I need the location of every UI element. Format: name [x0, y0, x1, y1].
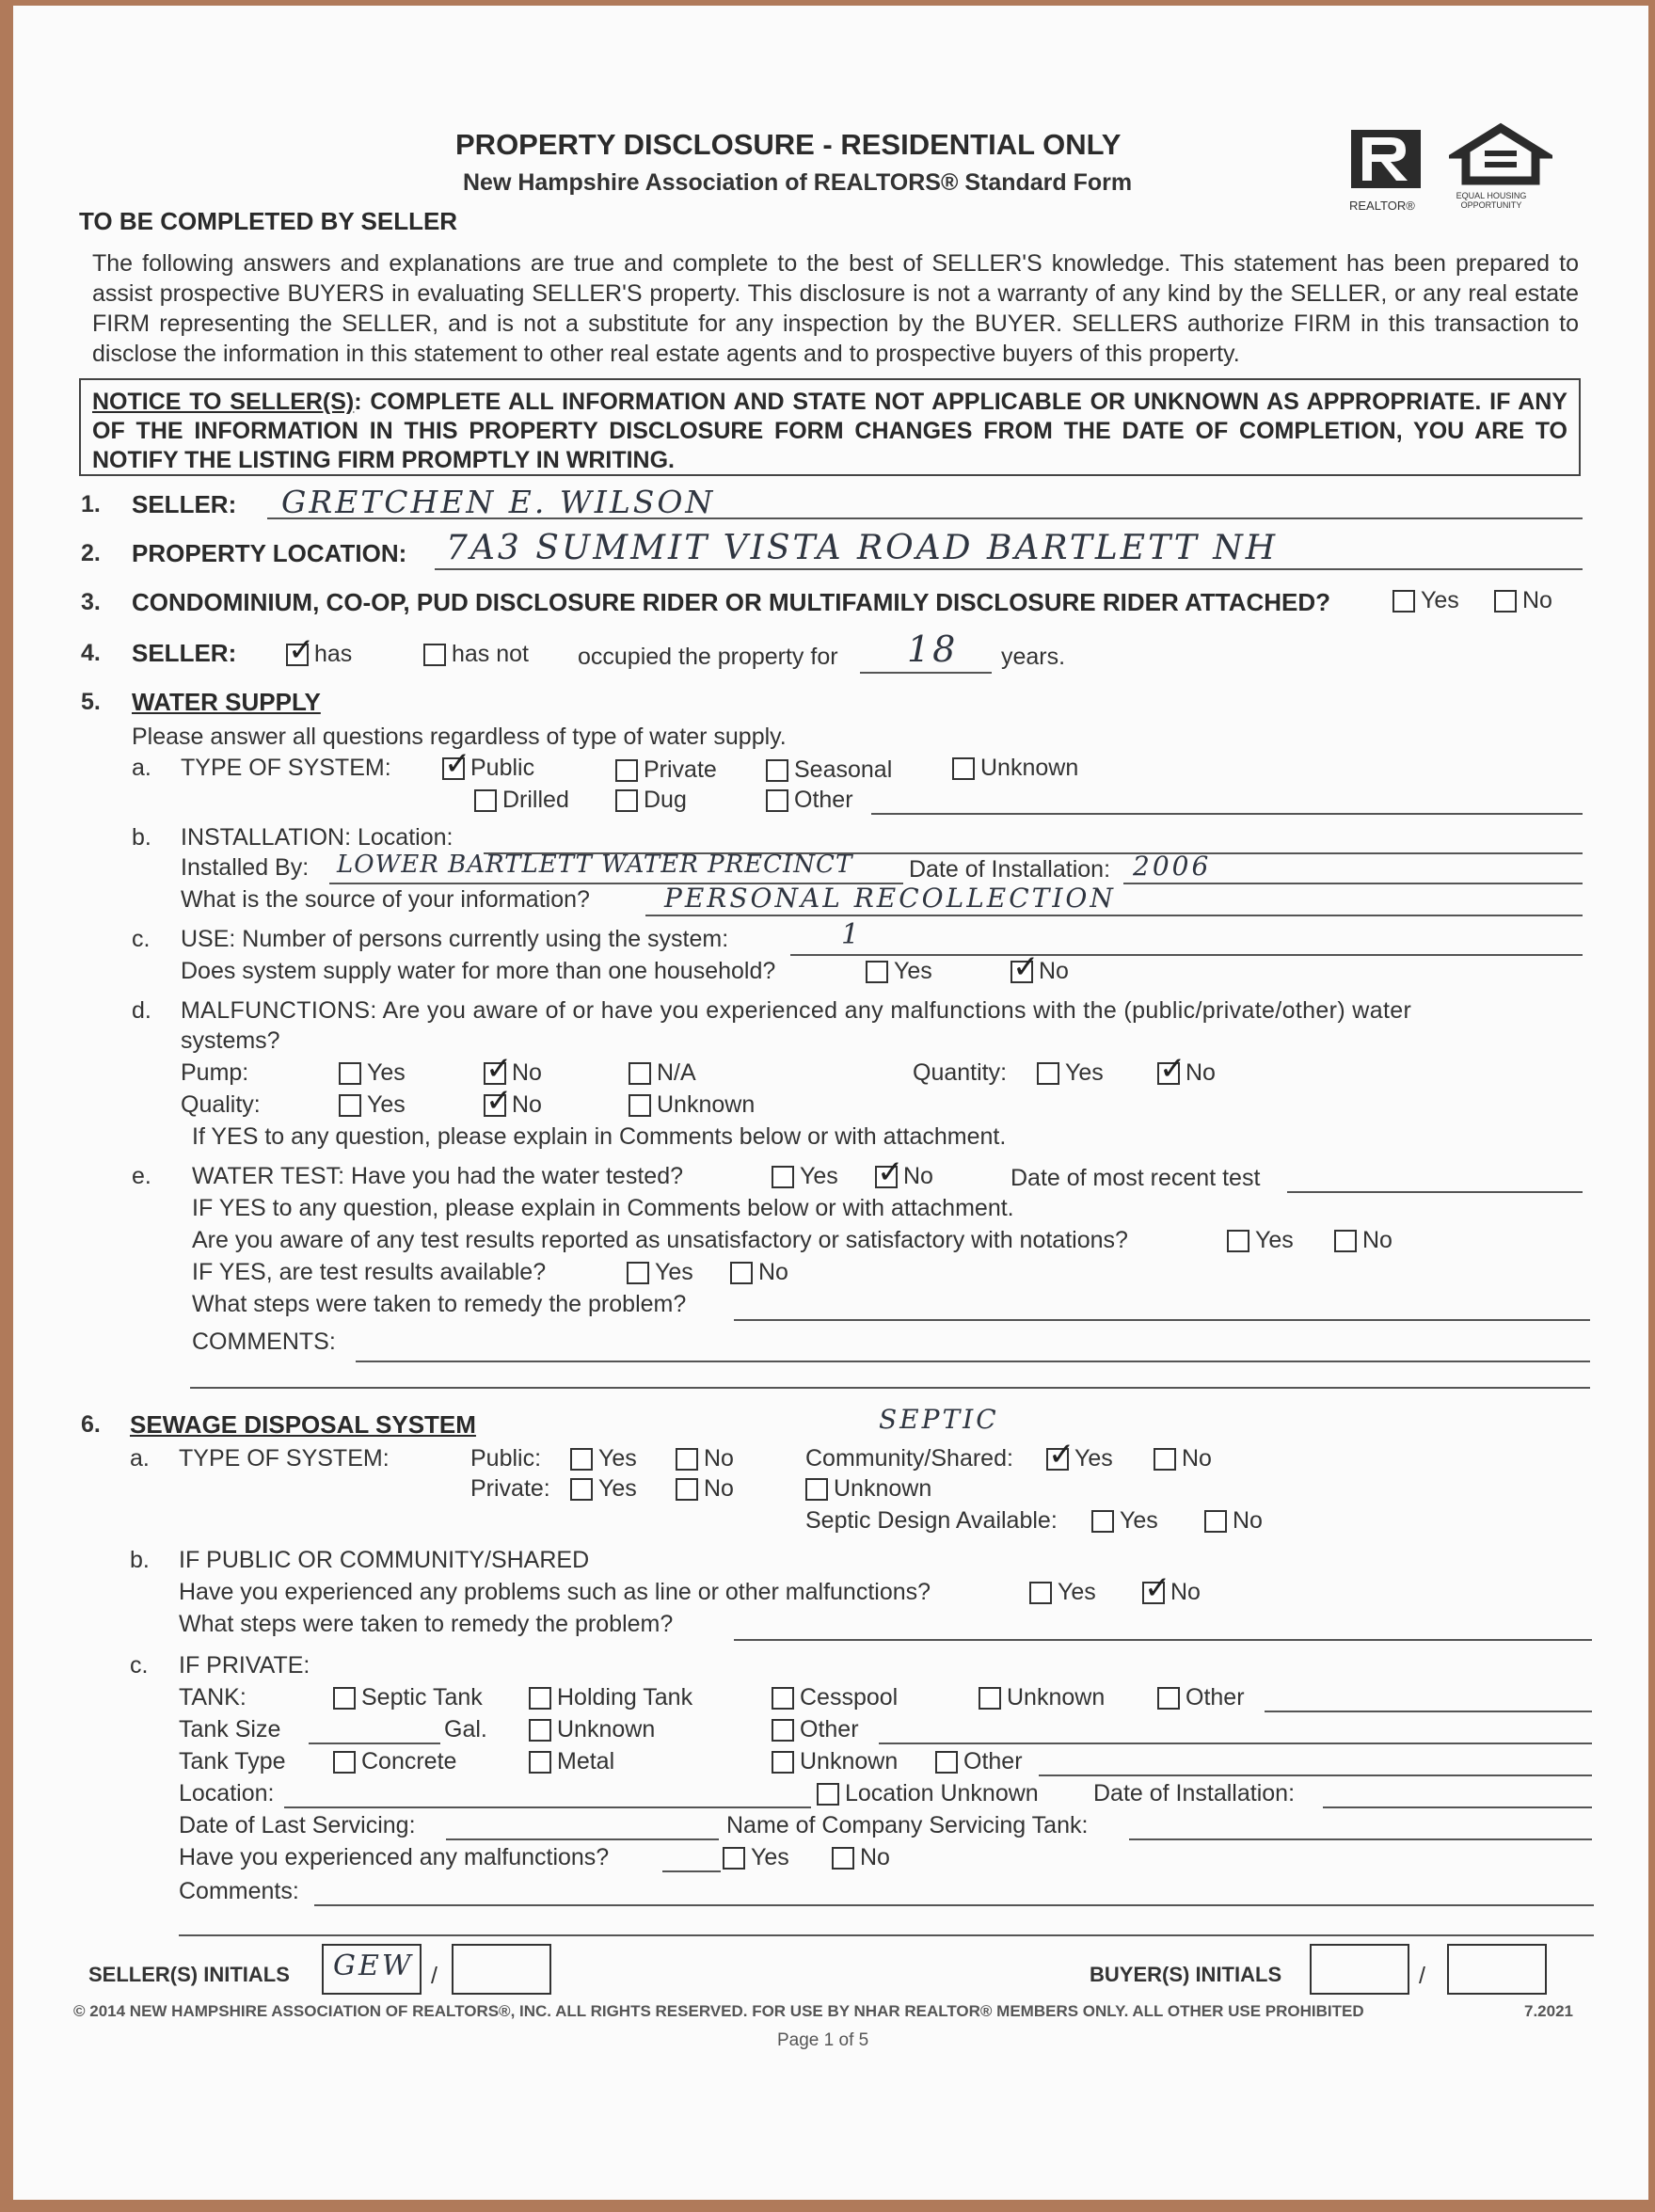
q6b-label: IF PUBLIC OR COMMUNITY/SHARED	[179, 1547, 590, 1573]
tank-malfunctions-yes[interactable]	[723, 1844, 789, 1871]
cesspool[interactable]	[772, 1684, 898, 1711]
household-yes-checkbox[interactable]	[866, 961, 888, 983]
equal-housing-logo	[1449, 122, 1562, 210]
sewage-public-yes[interactable]	[570, 1445, 637, 1472]
copyright: © 2014 NEW HAMPSHIRE ASSOCIATION OF REALTORS®, INC. ALL RIGHTS RESERVED. FOR USE BY NHAR REALTOR® MEMBERS ONLY. ALL OTHER USE PROHIBITED	[73, 2002, 1364, 2020]
water-comments-line-2	[190, 1387, 1590, 1389]
seller-initials-slash: /	[431, 1963, 438, 1989]
persons-value[interactable]: 1	[841, 918, 863, 951]
water-private-checkbox[interactable]	[615, 759, 638, 782]
q5a-letter: a.	[132, 755, 151, 781]
q4-has-label: has	[314, 641, 353, 667]
seller-name-value[interactable]: GRETCHEN E. WILSON	[281, 484, 716, 520]
sewer-remedy-question: What steps were taken to remedy the problem?	[179, 1611, 674, 1637]
sewage-public-no-label: No	[704, 1445, 734, 1472]
tank-type-label: Tank Type	[179, 1748, 286, 1774]
location-line	[284, 1806, 811, 1808]
q5-instruction: Please answer all questions regardless of type of water supply.	[132, 724, 787, 750]
form-subtitle: New Hampshire Association of REALTORS® Standard Form	[463, 169, 1133, 196]
pump-na[interactable]	[629, 1059, 696, 1087]
location-unknown[interactable]	[817, 1780, 1039, 1807]
quality-unknown-label: Unknown	[657, 1091, 756, 1118]
tank-size-label: Tank Size	[179, 1716, 281, 1743]
tank-malfunctions-no-checkbox[interactable]	[832, 1847, 854, 1870]
septic-design-no[interactable]	[1204, 1507, 1263, 1535]
septic-design-no-checkbox[interactable]	[1204, 1510, 1227, 1533]
q3-yes-checkbox[interactable]	[1392, 590, 1415, 613]
sewage-public-no[interactable]	[676, 1445, 734, 1472]
installed-by-label: Installed By:	[181, 854, 310, 881]
unsatisfactory-question: Are you aware of any test results reported as unsatisfactory or satisfactory with notations?	[192, 1227, 1128, 1253]
pump-na-checkbox[interactable]	[629, 1062, 651, 1085]
quantity-no-label: No	[1186, 1059, 1216, 1086]
results-no[interactable]	[730, 1259, 788, 1286]
sewer-problems-question: Have you experienced any problems such as line or other malfunctions?	[179, 1579, 931, 1605]
unsatisfactory-no-label: No	[1362, 1227, 1392, 1253]
water-public[interactable]	[442, 755, 534, 782]
water-public-checkbox[interactable]	[442, 757, 465, 780]
tank-unknown[interactable]	[979, 1684, 1105, 1711]
tank-concrete[interactable]	[333, 1748, 456, 1775]
quality-yes-label: Yes	[367, 1091, 406, 1118]
q4-number: 4.	[81, 640, 101, 666]
q4-years-line	[860, 672, 992, 674]
sewer-remedy-line	[734, 1639, 1592, 1641]
q4-has-not-label: has not	[452, 641, 530, 667]
sewage-comments-line	[314, 1904, 1594, 1906]
water-dug-checkbox[interactable]	[615, 789, 638, 812]
buyer-initials-box-1[interactable]	[1310, 1944, 1409, 1995]
watertest-yes[interactable]	[772, 1163, 838, 1190]
tank-type-other-line	[1039, 1774, 1592, 1776]
quality-yes-checkbox[interactable]	[339, 1094, 361, 1117]
q5e-letter: e.	[132, 1163, 151, 1189]
q6c-label: IF PRIVATE:	[179, 1652, 310, 1679]
water-public-label: Public	[470, 755, 535, 781]
holding-tank-checkbox[interactable]	[529, 1687, 551, 1710]
source-line	[645, 915, 1583, 916]
tank-type-unknown-checkbox[interactable]	[772, 1751, 794, 1774]
quality-unknown[interactable]	[629, 1091, 755, 1119]
sewer-problems-no[interactable]	[1142, 1579, 1201, 1606]
results-available-question: IF YES, are test results available?	[192, 1259, 547, 1285]
sewage-unknown-label: Unknown	[834, 1475, 932, 1502]
q4-has[interactable]	[286, 641, 352, 668]
location-unknown-label: Location Unknown	[845, 1780, 1039, 1806]
sewage-private-no-checkbox[interactable]	[676, 1478, 698, 1501]
tank-malfunctions-question: Have you experienced any malfunctions?	[179, 1844, 610, 1870]
q6b-letter: b.	[130, 1547, 150, 1573]
document-page	[13, 6, 1648, 2200]
watertest-no[interactable]	[875, 1163, 933, 1190]
community-no-checkbox[interactable]	[1154, 1448, 1176, 1471]
results-no-checkbox[interactable]	[730, 1262, 753, 1284]
page-number: Page 1 of 5	[777, 2030, 869, 2050]
buyer-initials-box-2[interactable]	[1447, 1944, 1547, 1995]
water-remedy-question: What steps were taken to remedy the problem?	[192, 1291, 687, 1317]
tank-unknown-checkbox[interactable]	[979, 1687, 1001, 1710]
installation-date-value[interactable]: 2006	[1133, 851, 1212, 882]
tank-malfunctions-yes-label: Yes	[751, 1844, 789, 1870]
quantity-yes[interactable]	[1037, 1059, 1104, 1087]
q4-years-value[interactable]: 18	[907, 629, 959, 670]
tank-install-date-line	[1323, 1806, 1592, 1808]
q6-number: 6.	[81, 1411, 101, 1438]
tank-concrete-label: Concrete	[361, 1748, 457, 1774]
watertest-yes-checkbox[interactable]	[772, 1166, 794, 1188]
q5e-label: WATER TEST: Have you had the water tested?	[192, 1163, 683, 1189]
water-comments-line	[356, 1361, 1590, 1362]
property-location-value[interactable]: 7A3 SUMMIT VISTA ROAD BARTLETT NH	[446, 529, 1279, 567]
q1-label: SELLER:	[132, 490, 237, 518]
q5a-label: TYPE OF SYSTEM:	[181, 755, 391, 781]
q4-has-not[interactable]	[423, 641, 529, 668]
seller-initials-box-1[interactable]	[322, 1944, 422, 1995]
household-question: Does system supply water for more than one household?	[181, 958, 776, 984]
last-servicing-line	[446, 1838, 719, 1840]
tank-unknown-label: Unknown	[1007, 1684, 1106, 1711]
form-title: PROPERTY DISCLOSURE - RESIDENTIAL ONLY	[455, 128, 1122, 161]
quality-no[interactable]	[484, 1091, 542, 1119]
unsatisfactory-yes[interactable]	[1227, 1227, 1294, 1254]
tank-size-unknown-label: Unknown	[557, 1716, 656, 1743]
septic-design-label: Septic Design Available:	[805, 1507, 1058, 1534]
water-comments-label: COMMENTS:	[192, 1329, 336, 1355]
quantity-no[interactable]	[1157, 1059, 1216, 1087]
intro-paragraph: The following answers and explanations are true and complete to the best of SELLER'S knowledge. This statement has been prepared to assist prospective BUYERS in evaluating SELLER'S property. This disclosure is not a warranty of any kind by the SELLER, or any real estate FIRM representing the SELLER, and is not a substitute for any inspection by the BUYER. SELLERS authorize FIRM in this transaction to disclose the information in this statement to other real estate agents and to prospective buyers of this property.	[92, 250, 1579, 367]
q6-title: SEWAGE DISPOSAL SYSTEM	[130, 1410, 476, 1439]
seller-initials-box-2[interactable]	[452, 1944, 551, 1995]
septic-design-yes[interactable]	[1091, 1507, 1158, 1535]
water-unknown-checkbox[interactable]	[952, 757, 975, 780]
watertest-no-label: No	[903, 1163, 933, 1189]
cesspool-label: Cesspool	[800, 1684, 899, 1711]
location-unknown-checkbox[interactable]	[817, 1783, 839, 1806]
q3-yes-label: Yes	[1421, 587, 1459, 613]
q2-label: PROPERTY LOCATION:	[132, 539, 407, 567]
septic-tank[interactable]	[333, 1684, 483, 1711]
tank-malfunctions-no-label: No	[860, 1844, 890, 1870]
septic-design-yes-label: Yes	[1120, 1507, 1158, 1534]
source-value[interactable]: PERSONAL RECOLLECTION	[664, 883, 1116, 914]
holding-tank-label: Holding Tank	[557, 1684, 693, 1711]
unsatisfactory-no-checkbox[interactable]	[1334, 1230, 1357, 1252]
q6c-letter: c.	[130, 1652, 149, 1679]
community-yes-label: Yes	[1074, 1445, 1113, 1472]
sewer-problems-no-label: No	[1170, 1579, 1201, 1605]
q6a-label: TYPE OF SYSTEM:	[179, 1445, 390, 1472]
q5e-explain: IF YES to any question, please explain in Comments below or with attachment.	[192, 1195, 1014, 1221]
persons-line	[790, 954, 1583, 956]
sewage-unknown[interactable]	[805, 1475, 931, 1503]
installed-by-value[interactable]: LOWER BARTLETT WATER PRECINCT	[337, 851, 853, 879]
notice-box	[79, 378, 1581, 476]
to-be-completed: TO BE COMPLETED BY SELLER	[79, 207, 458, 235]
q6a-letter: a.	[130, 1445, 150, 1472]
tank-install-date-label: Date of Installation:	[1093, 1780, 1296, 1806]
water-seasonal[interactable]	[766, 756, 892, 784]
quantity-no-checkbox[interactable]	[1157, 1062, 1180, 1085]
q2-number: 2.	[81, 540, 101, 566]
unsatisfactory-no[interactable]	[1334, 1227, 1392, 1254]
q5b-label: INSTALLATION: Location:	[181, 824, 454, 851]
realtor-logo-icon	[1349, 128, 1423, 198]
tank-size-line	[309, 1743, 440, 1744]
sewage-private-yes-label: Yes	[598, 1475, 637, 1502]
household-no[interactable]	[1011, 958, 1069, 985]
sewage-public-yes-checkbox[interactable]	[570, 1448, 593, 1471]
water-drilled-label: Drilled	[502, 787, 569, 813]
quantity-yes-checkbox[interactable]	[1037, 1062, 1059, 1085]
water-remedy-line	[734, 1319, 1590, 1321]
tank-size-other-line	[879, 1743, 1592, 1744]
installation-date-label: Date of Installation:	[909, 856, 1111, 883]
water-private-label: Private	[644, 756, 717, 783]
test-date-label: Date of most recent test	[1011, 1165, 1261, 1191]
tank-malfunctions-no[interactable]	[832, 1844, 890, 1871]
water-other[interactable]	[766, 787, 853, 814]
sewage-comments-line-2	[179, 1934, 1594, 1936]
q3-no-checkbox[interactable]	[1494, 590, 1517, 613]
unsatisfactory-yes-checkbox[interactable]	[1227, 1230, 1249, 1252]
q3-yes[interactable]	[1392, 587, 1459, 614]
quality-unknown-checkbox[interactable]	[629, 1094, 651, 1117]
watertest-yes-label: Yes	[800, 1163, 838, 1189]
results-yes[interactable]	[627, 1259, 693, 1286]
results-yes-label: Yes	[655, 1259, 693, 1285]
pump-na-label: N/A	[657, 1059, 696, 1086]
pump-yes[interactable]	[339, 1059, 406, 1087]
installation-date-line	[1123, 883, 1583, 884]
q4-years-label: years.	[1001, 644, 1066, 670]
sewage-public-yes-label: Yes	[598, 1445, 637, 1472]
sewage-private-no[interactable]	[676, 1475, 734, 1503]
pump-yes-label: Yes	[367, 1059, 406, 1086]
water-dug[interactable]	[615, 787, 687, 814]
q1-number: 1.	[81, 491, 101, 517]
q5d-label: MALFUNCTIONS: Are you aware of or have you experienced any malfunctions with the (public/private/other) water	[181, 997, 1412, 1024]
q4-label: SELLER:	[132, 639, 237, 667]
q5d-explain: If YES to any question, please explain in Comments below or with attachment.	[192, 1123, 1007, 1150]
community-label: Community/Shared:	[805, 1445, 1013, 1472]
buyer-initials-label: BUYER(S) INITIALS	[1090, 1963, 1282, 1986]
q5d-letter: d.	[132, 997, 151, 1024]
tank-malfunctions-line	[662, 1870, 721, 1872]
sewage-public-label: Public:	[470, 1445, 542, 1472]
pump-label: Pump:	[181, 1059, 249, 1086]
q3-no[interactable]	[1494, 587, 1552, 614]
notice-text: : COMPLETE ALL INFORMATION AND STATE NOT APPLICABLE OR UNKNOWN AS APPROPRIATE. IF ANY OF THE INFORMATION IN THIS PROPERTY DISCLOSURE FORM CHANGES FROM THE DATE OF COMPLETION, YOU ARE TO NOTIFY THE LISTING FIRM PROMPTLY IN WRITING.	[92, 389, 1567, 473]
tank-size-unknown[interactable]	[529, 1716, 655, 1743]
sewer-problems-yes-checkbox[interactable]	[1029, 1582, 1052, 1604]
tank-concrete-checkbox[interactable]	[333, 1751, 356, 1774]
tank-metal-label: Metal	[557, 1748, 615, 1774]
q5c-letter: c.	[132, 926, 151, 952]
tank-malfunctions-yes-checkbox[interactable]	[723, 1847, 745, 1870]
tank-other-line	[1265, 1711, 1592, 1712]
quantity-yes-label: Yes	[1065, 1059, 1104, 1086]
sewer-problems-yes[interactable]	[1029, 1579, 1096, 1606]
quality-label: Quality:	[181, 1091, 261, 1118]
test-date-line	[1287, 1191, 1583, 1193]
unsatisfactory-yes-label: Yes	[1255, 1227, 1294, 1253]
quality-yes[interactable]	[339, 1091, 406, 1119]
quality-no-checkbox[interactable]	[484, 1094, 506, 1117]
q4-has-not-checkbox[interactable]	[423, 644, 446, 666]
sewage-public-no-checkbox[interactable]	[676, 1448, 698, 1471]
tank-label: TANK:	[179, 1684, 247, 1711]
water-unknown[interactable]	[952, 755, 1078, 782]
equal-housing-icon	[1449, 122, 1552, 186]
buyer-initials-slash: /	[1419, 1963, 1425, 1989]
last-servicing-label: Date of Last Servicing:	[179, 1812, 416, 1838]
tank-metal-checkbox[interactable]	[529, 1751, 551, 1774]
sewage-comments-label: Comments:	[179, 1878, 299, 1904]
q5d-label2: systems?	[181, 1027, 280, 1054]
community-yes[interactable]	[1046, 1445, 1113, 1472]
household-yes-label: Yes	[894, 958, 932, 984]
tank-type-unknown[interactable]	[772, 1748, 898, 1775]
q2-line	[435, 568, 1583, 570]
equal-housing-text: EQUAL HOUSING OPPORTUNITY	[1456, 191, 1527, 210]
q5c-label: USE: Number of persons currently using the system:	[181, 926, 729, 952]
quantity-label: Quantity:	[913, 1059, 1008, 1086]
pump-no-label: No	[512, 1059, 542, 1086]
water-other-line	[871, 813, 1583, 815]
sewer-problems-no-checkbox[interactable]	[1142, 1582, 1165, 1604]
sewage-unknown-checkbox[interactable]	[805, 1478, 828, 1501]
water-private[interactable]	[615, 756, 717, 784]
sewage-private-yes[interactable]	[570, 1475, 637, 1503]
community-yes-checkbox[interactable]	[1046, 1448, 1069, 1471]
quality-no-label: No	[512, 1091, 542, 1118]
cesspool-checkbox[interactable]	[772, 1687, 794, 1710]
water-seasonal-checkbox[interactable]	[766, 759, 788, 782]
q4-occupied-label: occupied the property for	[578, 644, 838, 670]
tank-type-unknown-label: Unknown	[800, 1748, 899, 1774]
water-unknown-label: Unknown	[980, 755, 1079, 781]
septic-tank-label: Septic Tank	[361, 1684, 483, 1711]
tank-type-other[interactable]	[935, 1748, 1023, 1775]
watertest-no-checkbox[interactable]	[875, 1166, 898, 1188]
q5-title: WATER SUPPLY	[132, 688, 321, 716]
results-yes-checkbox[interactable]	[627, 1262, 649, 1284]
septic-tank-checkbox[interactable]	[333, 1687, 356, 1710]
tank-metal[interactable]	[529, 1748, 614, 1775]
servicing-company-label: Name of Company Servicing Tank:	[726, 1812, 1089, 1838]
household-no-checkbox[interactable]	[1011, 961, 1033, 983]
location-label: Location:	[179, 1780, 275, 1806]
tank-type-other-checkbox[interactable]	[935, 1751, 958, 1774]
sewer-problems-yes-label: Yes	[1058, 1579, 1096, 1605]
community-no[interactable]	[1154, 1445, 1212, 1472]
q5-number: 5.	[81, 689, 101, 715]
q3-number: 3.	[81, 589, 101, 615]
gal-label: Gal.	[444, 1716, 487, 1743]
septic-design-yes-checkbox[interactable]	[1091, 1510, 1114, 1533]
community-no-label: No	[1182, 1445, 1212, 1472]
tank-other[interactable]	[1157, 1684, 1245, 1711]
seller-initials-value: GEW	[333, 1949, 414, 1982]
household-no-label: No	[1039, 958, 1069, 984]
tank-size-other-label: Other	[800, 1716, 859, 1743]
results-no-label: No	[758, 1259, 788, 1285]
tank-size-other[interactable]	[772, 1716, 859, 1743]
seller-initials-label: SELLER(S) INITIALS	[88, 1963, 290, 1986]
q3-label: CONDOMINIUM, CO-OP, PUD DISCLOSURE RIDER OR MULTIFAMILY DISCLOSURE RIDER ATTACHED?	[132, 588, 1331, 616]
water-seasonal-label: Seasonal	[794, 756, 893, 783]
pump-yes-checkbox[interactable]	[339, 1062, 361, 1085]
tank-type-other-label: Other	[963, 1748, 1023, 1774]
form-version: 7.2021	[1524, 2002, 1573, 2020]
septic-note[interactable]: SEPTIC	[879, 1404, 999, 1435]
sewage-private-label: Private:	[470, 1475, 550, 1502]
water-drilled[interactable]	[474, 787, 569, 814]
holding-tank[interactable]	[529, 1684, 692, 1711]
q4-has-checkbox[interactable]	[286, 644, 309, 666]
water-drilled-checkbox[interactable]	[474, 789, 497, 812]
water-other-label: Other	[794, 787, 853, 813]
water-other-checkbox[interactable]	[766, 789, 788, 812]
household-yes[interactable]	[866, 958, 932, 985]
servicing-company-line	[1129, 1838, 1592, 1840]
source-label: What is the source of your information?	[181, 886, 590, 913]
realtor-logo	[1349, 128, 1423, 213]
sewage-private-yes-checkbox[interactable]	[570, 1478, 593, 1501]
notice-label: NOTICE TO SELLER(S)	[92, 389, 355, 415]
tank-size-other-checkbox[interactable]	[772, 1719, 794, 1742]
septic-design-no-label: No	[1233, 1507, 1263, 1534]
tank-other-checkbox[interactable]	[1157, 1687, 1180, 1710]
sewage-private-no-label: No	[704, 1475, 734, 1502]
q3-no-label: No	[1522, 587, 1552, 613]
q5b-letter: b.	[132, 824, 151, 851]
tank-other-label: Other	[1186, 1684, 1245, 1711]
realtor-logo-text: REALTOR®	[1349, 199, 1415, 213]
tank-size-unknown-checkbox[interactable]	[529, 1719, 551, 1742]
water-dug-label: Dug	[644, 787, 687, 813]
